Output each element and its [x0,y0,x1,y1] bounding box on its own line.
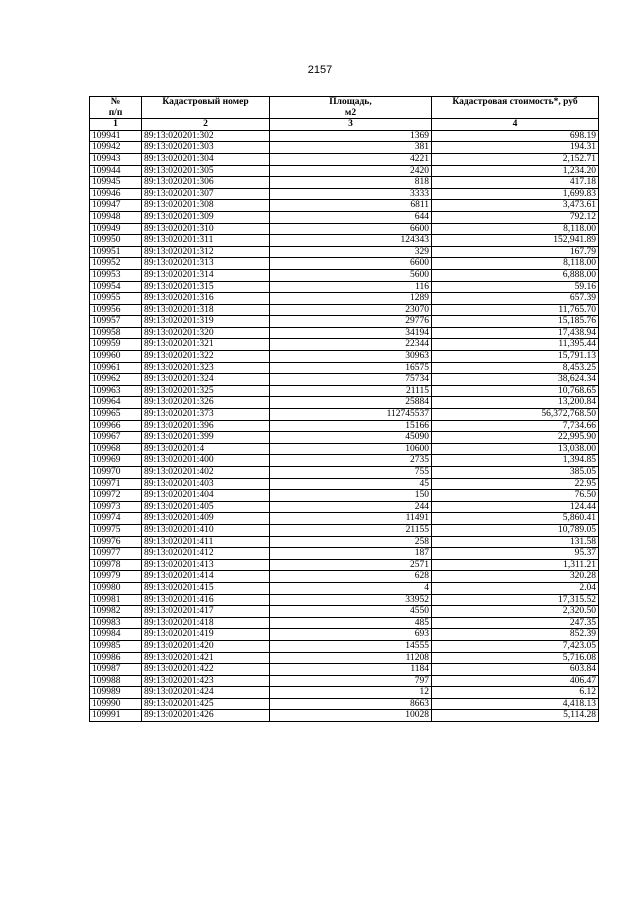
area-cell: 8663 [270,698,432,710]
cadastral-value-cell: 5,716.08 [432,652,599,664]
table-row [90,698,599,710]
table-row [90,617,599,629]
cadastral-number-cell: 89:13:020201:319 [142,316,270,328]
row-index-cell: 109955 [90,293,142,305]
row-index-cell: 109949 [90,223,142,235]
cadastral-number-cell: 89:13:020201:320 [142,327,270,339]
cadastral-number-cell: 89:13:020201:308 [142,200,270,212]
area-cell: 797 [270,675,432,687]
row-index-cell: 109959 [90,339,142,351]
area-cell: 150 [270,490,432,502]
area-cell: 16575 [270,362,432,374]
row-index-cell: 109964 [90,397,142,409]
row-index-cell: 109984 [90,629,142,641]
table-row [90,559,599,571]
header-cadastral-value: Кадастровая стоимость*, руб [432,97,599,119]
cadastral-value-cell: 7,423.05 [432,640,599,652]
area-cell: 1369 [270,130,432,142]
table-row [90,409,599,421]
page-number: 2157 [307,64,333,76]
table-row [90,316,599,328]
area-cell: 6811 [270,200,432,212]
cadastral-value-cell: 603.84 [432,664,599,676]
cadastral-number-cell: 89:13:020201:421 [142,652,270,664]
cadastral-number-cell: 89:13:020201:325 [142,385,270,397]
area-cell: 12 [270,687,432,699]
row-index-cell: 109950 [90,235,142,247]
cadastral-value-cell: 320.28 [432,571,599,583]
table-row [90,455,599,467]
table-row [90,467,599,479]
cadastral-value-cell: 2,152.71 [432,153,599,165]
table-row [90,478,599,490]
area-cell: 755 [270,467,432,479]
table-row [90,675,599,687]
cadastral-value-cell: 11,765.70 [432,304,599,316]
table-row [90,153,599,165]
area-cell: 45 [270,478,432,490]
cadastral-number-cell: 89:13:020201:373 [142,409,270,421]
row-index-cell: 109975 [90,524,142,536]
table-row [90,652,599,664]
table-row [90,374,599,386]
area-cell: 30963 [270,351,432,363]
table-row [90,293,599,305]
row-index-cell: 109987 [90,664,142,676]
table-row [90,258,599,270]
row-index-cell: 109943 [90,153,142,165]
area-cell: 112745537 [270,409,432,421]
row-index-cell: 109988 [90,675,142,687]
row-index-cell: 109980 [90,582,142,594]
row-index-cell: 109941 [90,130,142,142]
cadastral-number-cell: 89:13:020201:307 [142,188,270,200]
cadastral-number-cell: 89:13:020201:426 [142,710,270,722]
area-cell: 6600 [270,223,432,235]
cadastral-value-cell: 385.05 [432,467,599,479]
table-row [90,235,599,247]
table-row [90,629,599,641]
table-row [90,351,599,363]
cadastral-number-cell: 89:13:020201:306 [142,177,270,189]
cadastral-value-cell: 792.12 [432,211,599,223]
cadastral-number-cell: 89:13:020201:399 [142,432,270,444]
row-index-cell: 109979 [90,571,142,583]
row-index-cell: 109944 [90,165,142,177]
area-cell: 329 [270,246,432,258]
table-body [90,130,599,721]
table-row [90,501,599,513]
cadastral-value-cell: 1,311.21 [432,559,599,571]
cadastral-table [89,96,599,722]
cadastral-number-cell: 89:13:020201:315 [142,281,270,293]
row-index-cell: 109952 [90,258,142,270]
area-cell: 4 [270,582,432,594]
table-row [90,710,599,722]
row-index-cell: 109970 [90,467,142,479]
cadastral-value-cell: 3,473.61 [432,200,599,212]
row-index-cell: 109962 [90,374,142,386]
cadastral-value-cell: 22.95 [432,478,599,490]
cadastral-number-cell: 89:13:020201:400 [142,455,270,467]
area-cell: 5600 [270,269,432,281]
column-number: 4 [432,119,599,131]
cadastral-number-cell: 89:13:020201:316 [142,293,270,305]
cadastral-number-cell: 89:13:020201:423 [142,675,270,687]
cadastral-value-cell: 1,699.83 [432,188,599,200]
row-index-cell: 109953 [90,269,142,281]
table-row [90,397,599,409]
cadastral-value-cell: 1,394.85 [432,455,599,467]
row-index-cell: 109968 [90,443,142,455]
area-cell: 23070 [270,304,432,316]
column-number: 1 [90,119,142,131]
cadastral-value-cell: 8,118.00 [432,223,599,235]
table-row [90,571,599,583]
cadastral-value-cell: 10,789.05 [432,524,599,536]
cadastral-value-cell: 2.04 [432,582,599,594]
table-row [90,687,599,699]
table-row [90,664,599,676]
cadastral-value-cell: 247.35 [432,617,599,629]
area-cell: 29776 [270,316,432,328]
row-index-cell: 109972 [90,490,142,502]
cadastral-number-cell: 89:13:020201:324 [142,374,270,386]
row-index-cell: 109986 [90,652,142,664]
table-row [90,177,599,189]
cadastral-value-cell: 8,453.25 [432,362,599,374]
cadastral-number-cell: 89:13:020201:410 [142,524,270,536]
cadastral-value-cell: 17,315.52 [432,594,599,606]
cadastral-number-cell: 89:13:020201:413 [142,559,270,571]
table-row [90,165,599,177]
table-row [90,223,599,235]
table-row [90,339,599,351]
area-cell: 4550 [270,606,432,618]
row-index-cell: 109974 [90,513,142,525]
cadastral-number-cell: 89:13:020201:312 [142,246,270,258]
cadastral-value-cell: 13,038.00 [432,443,599,455]
row-index-cell: 109969 [90,455,142,467]
table-row [90,188,599,200]
area-cell: 45090 [270,432,432,444]
row-index-cell: 109942 [90,142,142,154]
cadastral-value-cell: 6.12 [432,687,599,699]
table-row [90,524,599,536]
cadastral-number-cell: 89:13:020201:412 [142,548,270,560]
cadastral-number-cell: 89:13:020201:322 [142,351,270,363]
area-cell: 10600 [270,443,432,455]
cadastral-number-cell: 89:13:020201:303 [142,142,270,154]
cadastral-value-cell: 15,791.13 [432,351,599,363]
area-cell: 25884 [270,397,432,409]
cadastral-value-cell: 152,941.89 [432,235,599,247]
table-row [90,246,599,258]
cadastral-number-cell: 89:13:020201:313 [142,258,270,270]
table-row [90,362,599,374]
table-row [90,281,599,293]
cadastral-value-cell: 1,234.20 [432,165,599,177]
area-cell: 124343 [270,235,432,247]
cadastral-number-cell: 89:13:020201:4 [142,443,270,455]
cadastral-number-cell: 89:13:020201:310 [142,223,270,235]
cadastral-value-cell: 10,768.65 [432,385,599,397]
cadastral-number-cell: 89:13:020201:415 [142,582,270,594]
row-index-cell: 109989 [90,687,142,699]
cadastral-number-cell: 89:13:020201:326 [142,397,270,409]
column-number: 3 [270,119,432,131]
cadastral-number-cell: 89:13:020201:411 [142,536,270,548]
table-row [90,385,599,397]
cadastral-number-cell: 89:13:020201:304 [142,153,270,165]
cadastral-value-cell: 22,995.90 [432,432,599,444]
row-index-cell: 109978 [90,559,142,571]
cadastral-value-cell: 59.16 [432,281,599,293]
cadastral-number-cell: 89:13:020201:424 [142,687,270,699]
row-index-cell: 109983 [90,617,142,629]
area-cell: 4221 [270,153,432,165]
area-cell: 6600 [270,258,432,270]
cadastral-number-cell: 89:13:020201:417 [142,606,270,618]
table-row [90,130,599,142]
area-cell: 21115 [270,385,432,397]
cadastral-number-cell: 89:13:020201:416 [142,594,270,606]
cadastral-value-cell: 4,418.13 [432,698,599,710]
cadastral-value-cell: 167.79 [432,246,599,258]
area-cell: 818 [270,177,432,189]
row-index-cell: 109965 [90,409,142,421]
cadastral-number-cell: 89:13:020201:396 [142,420,270,432]
cadastral-number-cell: 89:13:020201:422 [142,664,270,676]
area-cell: 22344 [270,339,432,351]
cadastral-number-cell: 89:13:020201:414 [142,571,270,583]
area-cell: 381 [270,142,432,154]
table-row [90,640,599,652]
table-row [90,304,599,316]
row-index-cell: 109957 [90,316,142,328]
cadastral-number-cell: 89:13:020201:402 [142,467,270,479]
cadastral-number-cell: 89:13:020201:403 [142,478,270,490]
cadastral-number-cell: 89:13:020201:409 [142,513,270,525]
row-index-cell: 109951 [90,246,142,258]
table-row [90,327,599,339]
table-row [90,211,599,223]
area-cell: 11208 [270,652,432,664]
row-index-cell: 109967 [90,432,142,444]
row-index-cell: 109991 [90,710,142,722]
cadastral-value-cell: 38,624.34 [432,374,599,386]
table-row [90,490,599,502]
row-index-cell: 109966 [90,420,142,432]
area-cell: 485 [270,617,432,629]
cadastral-value-cell: 406.47 [432,675,599,687]
area-cell: 33952 [270,594,432,606]
cadastral-number-cell: 89:13:020201:420 [142,640,270,652]
cadastral-value-cell: 417.18 [432,177,599,189]
cadastral-number-cell: 89:13:020201:302 [142,130,270,142]
cadastral-value-cell: 131.58 [432,536,599,548]
area-cell: 1289 [270,293,432,305]
cadastral-number-cell: 89:13:020201:419 [142,629,270,641]
area-cell: 628 [270,571,432,583]
cadastral-number-cell: 89:13:020201:311 [142,235,270,247]
row-index-cell: 109981 [90,594,142,606]
area-cell: 258 [270,536,432,548]
row-index-cell: 109982 [90,606,142,618]
row-index-cell: 109976 [90,536,142,548]
table-row [90,513,599,525]
table-row [90,443,599,455]
table-row [90,432,599,444]
cadastral-number-cell: 89:13:020201:405 [142,501,270,513]
area-cell: 693 [270,629,432,641]
cadastral-value-cell: 76.50 [432,490,599,502]
table-row [90,594,599,606]
row-index-cell: 109956 [90,304,142,316]
area-cell: 75734 [270,374,432,386]
area-cell: 2420 [270,165,432,177]
table-row [90,269,599,281]
table-row [90,582,599,594]
cadastral-number-cell: 89:13:020201:318 [142,304,270,316]
row-index-cell: 109973 [90,501,142,513]
header-cadastral-number: Кадастровый номер [142,97,270,119]
cadastral-value-cell: 17,438.94 [432,327,599,339]
area-cell: 2735 [270,455,432,467]
cadastral-value-cell: 5,114.28 [432,710,599,722]
cadastral-number-cell: 89:13:020201:323 [142,362,270,374]
table-row [90,606,599,618]
cadastral-number-cell: 89:13:020201:309 [142,211,270,223]
cadastral-number-cell: 89:13:020201:321 [142,339,270,351]
row-index-cell: 109958 [90,327,142,339]
area-cell: 2571 [270,559,432,571]
cadastral-number-cell: 89:13:020201:425 [142,698,270,710]
row-index-cell: 109947 [90,200,142,212]
cadastral-value-cell: 194.31 [432,142,599,154]
area-cell: 116 [270,281,432,293]
cadastral-number-cell: 89:13:020201:305 [142,165,270,177]
cadastral-value-cell: 2,320.50 [432,606,599,618]
cadastral-value-cell: 56,372,768.50 [432,409,599,421]
area-cell: 21155 [270,524,432,536]
table-row [90,536,599,548]
cadastral-value-cell: 95.37 [432,548,599,560]
area-cell: 1184 [270,664,432,676]
table-row [90,142,599,154]
column-number: 2 [142,119,270,131]
row-index-cell: 109945 [90,177,142,189]
area-cell: 3333 [270,188,432,200]
area-cell: 34194 [270,327,432,339]
row-index-cell: 109971 [90,478,142,490]
header-row [90,97,599,119]
area-cell: 644 [270,211,432,223]
row-index-cell: 109954 [90,281,142,293]
cadastral-value-cell: 698.19 [432,130,599,142]
cadastral-value-cell: 6,888.00 [432,269,599,281]
table-row [90,548,599,560]
row-index-cell: 109977 [90,548,142,560]
row-index-cell: 109961 [90,362,142,374]
row-index-cell: 109948 [90,211,142,223]
header-index: № п/п [90,97,142,119]
row-index-cell: 109985 [90,640,142,652]
cadastral-value-cell: 15,185.76 [432,316,599,328]
cadastral-value-cell: 8,118.00 [432,258,599,270]
cadastral-value-cell: 7,734.66 [432,420,599,432]
area-cell: 14555 [270,640,432,652]
cadastral-value-cell: 657.39 [432,293,599,305]
cadastral-value-cell: 13,200.84 [432,397,599,409]
table-row [90,420,599,432]
column-number-row [90,119,599,131]
area-cell: 10028 [270,710,432,722]
row-index-cell: 109990 [90,698,142,710]
header-area: Площадь, м2 [270,97,432,119]
area-cell: 187 [270,548,432,560]
row-index-cell: 109960 [90,351,142,363]
table-row [90,200,599,212]
area-cell: 15166 [270,420,432,432]
cadastral-value-cell: 5,860.41 [432,513,599,525]
cadastral-value-cell: 124.44 [432,501,599,513]
cadastral-value-cell: 11,395.44 [432,339,599,351]
row-index-cell: 109963 [90,385,142,397]
row-index-cell: 109946 [90,188,142,200]
cadastral-number-cell: 89:13:020201:418 [142,617,270,629]
cadastral-number-cell: 89:13:020201:404 [142,490,270,502]
cadastral-number-cell: 89:13:020201:314 [142,269,270,281]
cadastral-value-cell: 852.39 [432,629,599,641]
area-cell: 11491 [270,513,432,525]
area-cell: 244 [270,501,432,513]
